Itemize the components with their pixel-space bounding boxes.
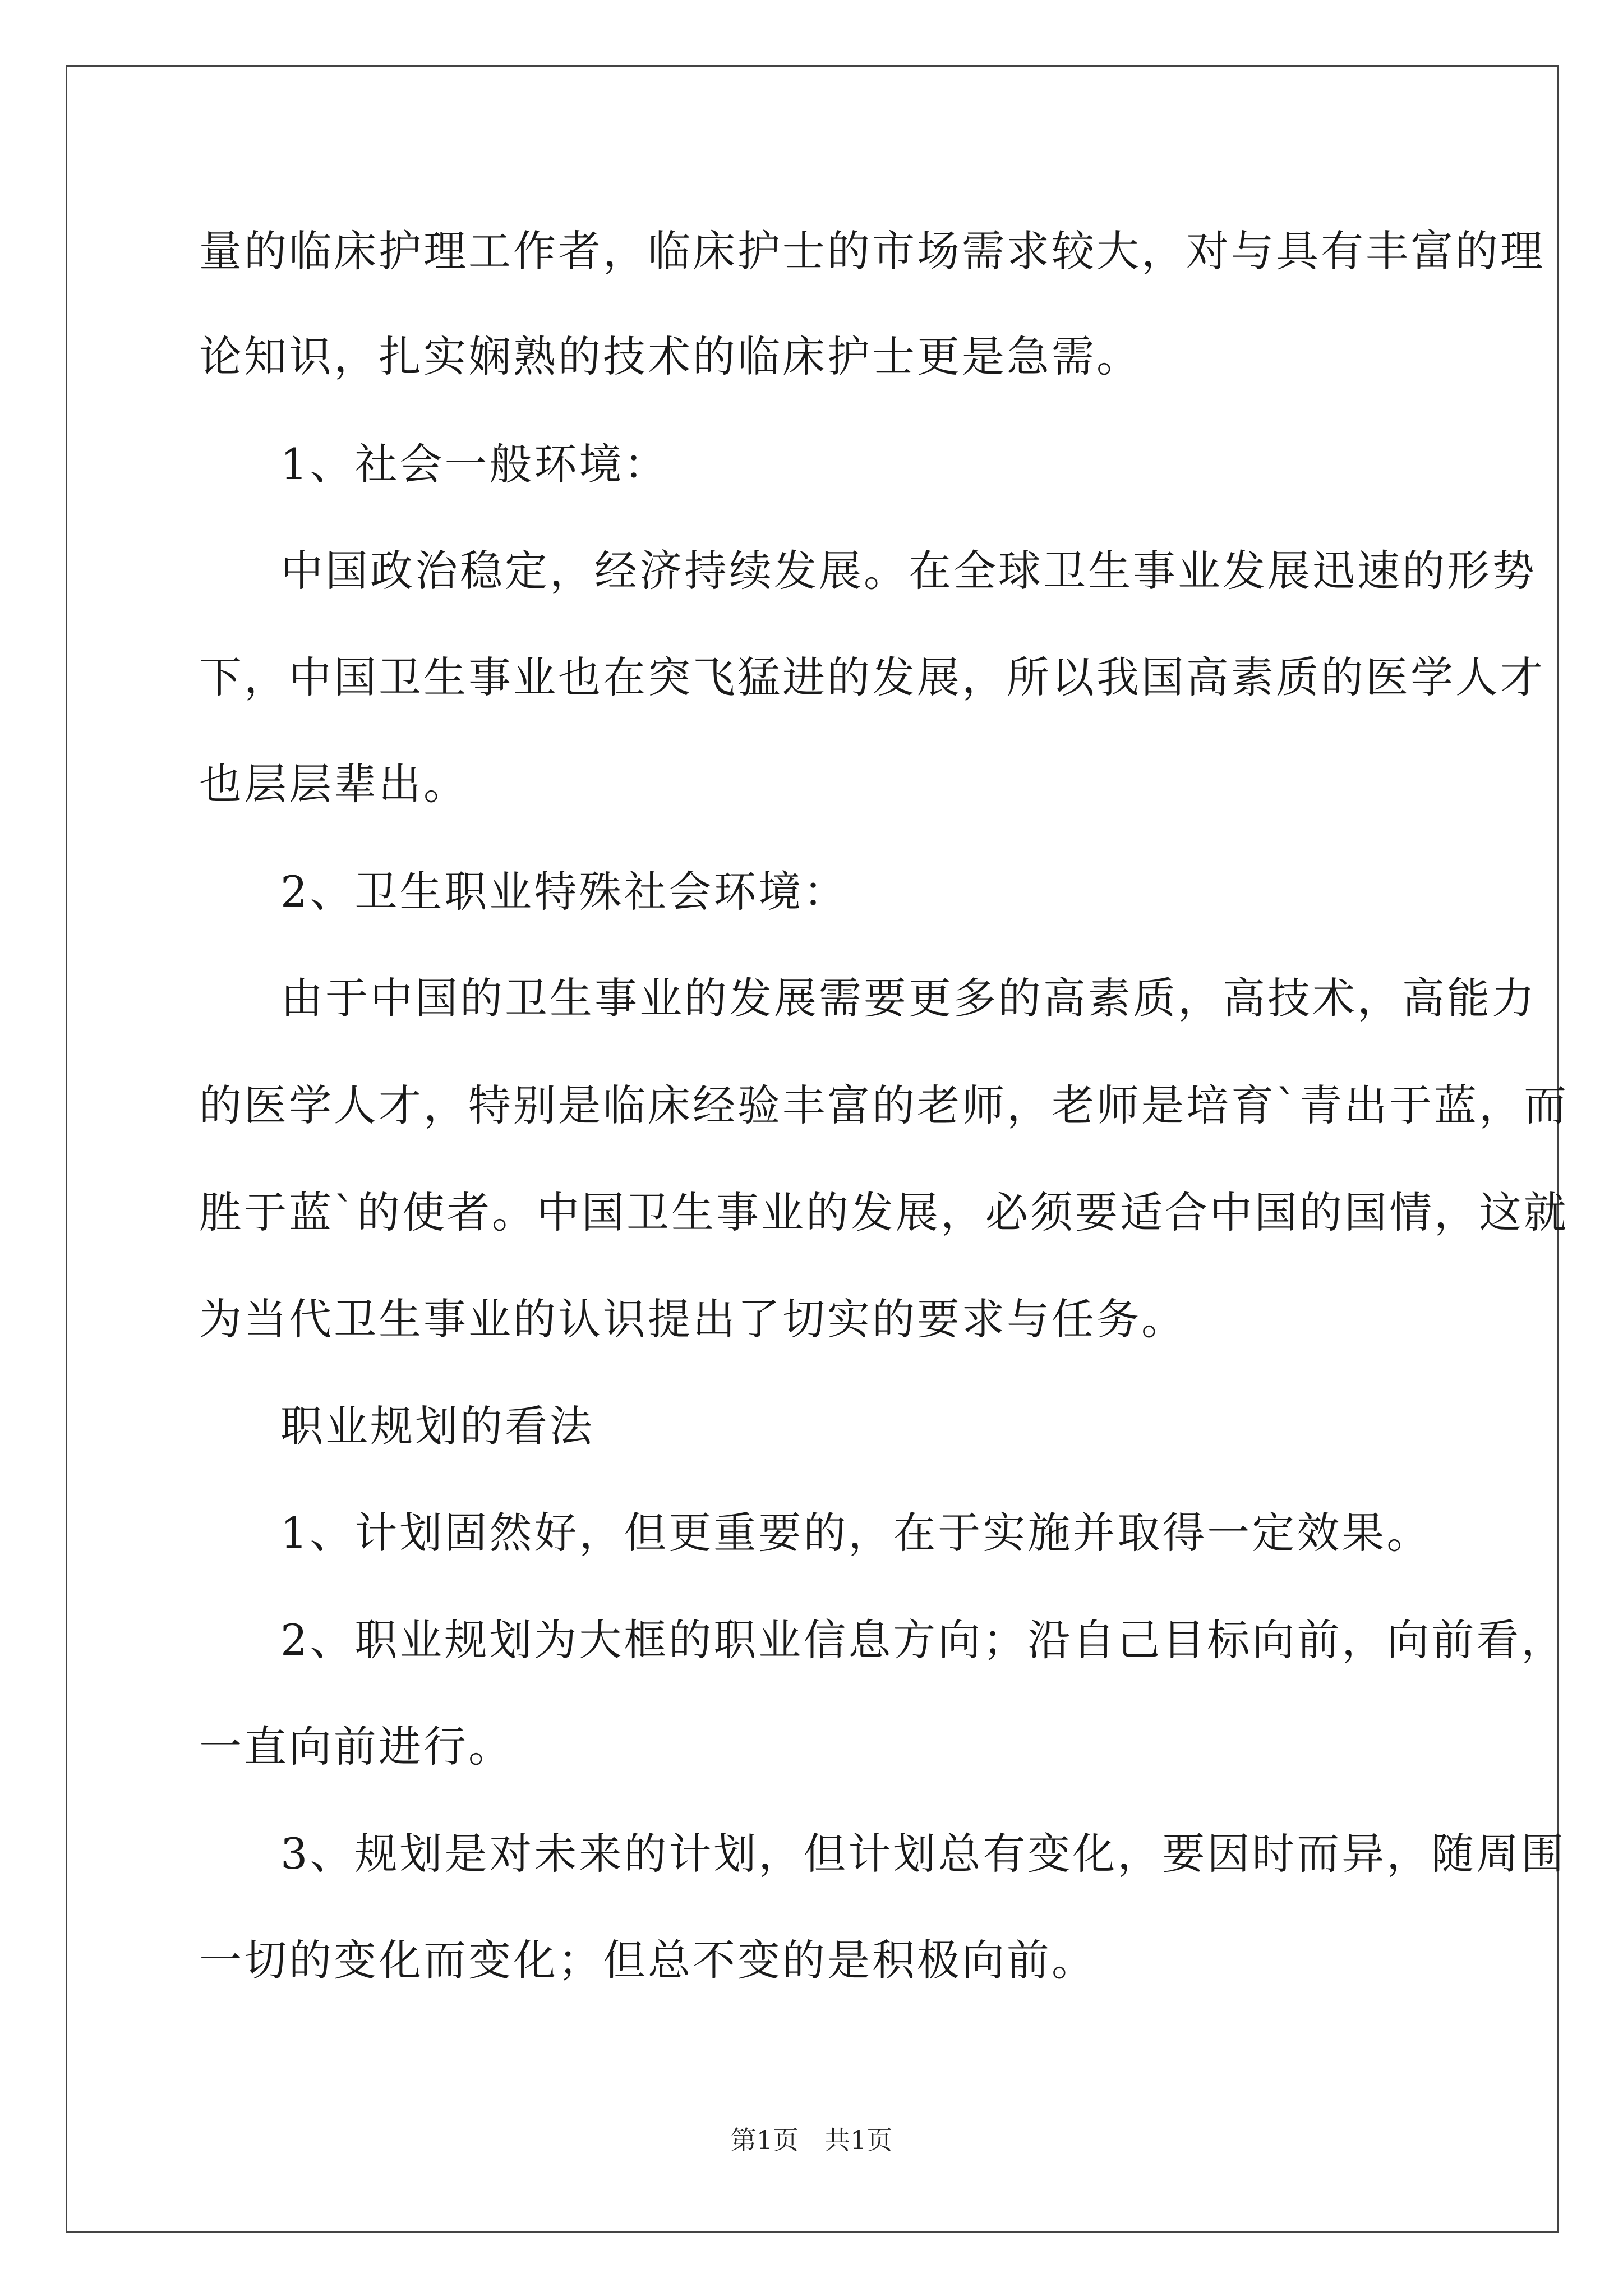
paragraph-line: 一直向前进行。 <box>199 1722 513 1772</box>
paragraph-line: 的医学人才，特别是临床经验丰富的老师，老师是培育`青出于蓝，而 <box>199 1080 1569 1130</box>
paragraph-line: 由于中国的卫生事业的发展需要更多的高素质，高技术，高能力 <box>280 973 1537 1023</box>
paragraph-line: 2、职业规划为大框的职业信息方向；沿自己目标向前，向前看， <box>280 1615 1566 1665</box>
paragraph-line: 3、规划是对未来的计划，但计划总有变化，要因时而异，随周围 <box>280 1829 1566 1879</box>
page-border <box>66 65 1559 2233</box>
page-number-footer: 第1页 共1页 <box>730 2125 893 2155</box>
paragraph-line: 为当代卫生事业的认识提出了切实的要求与任务。 <box>199 1294 1186 1344</box>
paragraph-line: 1、计划固然好，但更重要的，在于实施并取得一定效果。 <box>280 1508 1432 1558</box>
section-heading: 1、社会一般环境： <box>280 439 669 489</box>
paragraph-line: 量的临床护理工作者，临床护士的市场需求较大，对与具有丰富的理 <box>199 226 1545 276</box>
section-heading: 职业规划的看法 <box>280 1401 594 1451</box>
paragraph-line: 下，中国卫生事业也在突飞猛进的发展，所以我国高素质的医学人才 <box>199 652 1545 702</box>
paragraph-line: 中国政治稳定，经济持续发展。在全球卫生事业发展迅速的形势 <box>280 546 1537 596</box>
paragraph-line: 也层层辈出。 <box>199 759 468 809</box>
section-heading: 2、卫生职业特殊社会环境： <box>280 867 849 917</box>
paragraph-line: 胜于蓝`的使者。中国卫生事业的发展，必须要适合中国的国情，这就 <box>199 1188 1569 1237</box>
paragraph-line: 论知识，扎实娴熟的技术的临床护士更是急需。 <box>199 332 1141 381</box>
paragraph-line: 一切的变化而变化；但总不变的是积极向前。 <box>199 1935 1096 1985</box>
